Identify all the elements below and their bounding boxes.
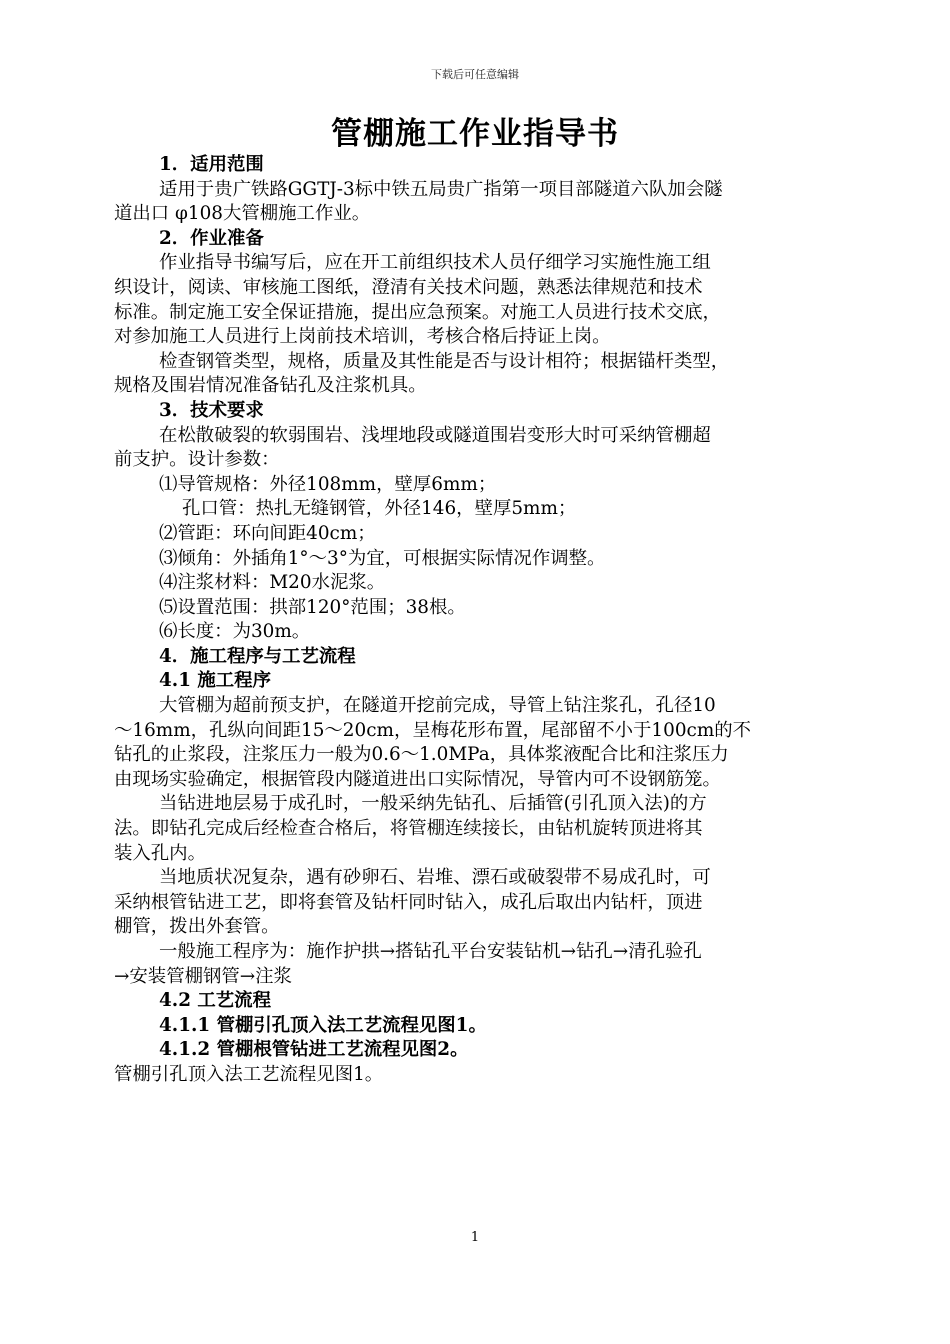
paragraph-line: 对参加施工人员进行上岗前技术培训，考核合格后持证上岗。 (114, 326, 611, 348)
section-heading: 4．施工程序与工艺流程 (159, 645, 356, 667)
paragraph-line: 一般施工程序为：施作护拱→搭钻孔平台安装钻机→钻孔→清孔验孔 (159, 941, 702, 962)
paragraph-line: ⑵管距：环向间距40cm； (159, 522, 376, 544)
paragraph-line: ～16mm，孔纵向间距15～20cm，呈梅花形布置，尾部留不小于100cm的不 (114, 719, 752, 741)
section-heading: 2．作业准备 (159, 227, 264, 249)
paragraph-line: 道出口 φ108大管棚施工作业。 (114, 203, 371, 225)
paragraph-line: 采纳根管钻进工艺，即将套管及钻杆同时钻入，成孔后取出内钻杆，顶进 (114, 891, 703, 913)
paragraph-line: 管棚引孔顶入法工艺流程见图1。 (114, 1063, 384, 1085)
paragraph-line: 孔口管：热扎无缝钢管，外径146，壁厚5mm； (182, 498, 577, 520)
paragraph-line: 作业指导书编写后，应在开工前组织技术人员仔细学习实施性施工组 (159, 252, 711, 274)
header-note: 下载后可任意编辑 (431, 68, 519, 81)
page-number: 1 (470, 1230, 480, 1245)
document-title: 管棚施工作业指导书 (331, 116, 619, 152)
paragraph-line: ⑴导管规格：外径108mm，壁厚6mm； (159, 473, 497, 495)
paragraph-line: 前支护。设计参数： (114, 449, 280, 471)
section-heading: 4.1.2 管棚根管钻进工艺流程见图2。 (159, 1039, 469, 1061)
paragraph-line: →安装管棚钢管→注浆 (114, 965, 292, 987)
paragraph-line: 当钻进地层易于成孔时，一般采纳先钻孔、后插管(引孔顶入法)的方 (159, 793, 707, 815)
paragraph-line: ⑸设置范围：拱部120°范围；38根。 (159, 596, 466, 618)
document-body (114, 153, 854, 1088)
paragraph-line: 标准。制定施工安全保证措施，提出应急预案。对施工人员进行技术交底， (114, 301, 721, 323)
paragraph-line: ⑷注浆材料：M20水泥浆。 (159, 572, 386, 594)
section-heading: 3．技术要求 (159, 399, 264, 421)
paragraph-line: 装入孔内。 (114, 842, 206, 864)
paragraph-line: 大管棚为超前预支护，在隧道开挖前完成，导管上钻注浆孔，孔径10 (159, 695, 716, 717)
paragraph-line: ⑹长度：为30m。 (159, 621, 311, 643)
paragraph-line: 法。即钻孔完成后经检查合格后，将管棚连续接长，由钻机旋转顶进将其 (114, 818, 703, 840)
section-heading: 4.1 施工程序 (159, 670, 271, 692)
section-heading: 4.2 工艺流程 (159, 990, 271, 1012)
section-heading: 1．适用范围 (159, 154, 264, 175)
section-heading: 4.1.1 管棚引孔顶入法工艺流程见图1。 (159, 1014, 487, 1036)
paragraph-line: 由现场实验确定，根据管段内隧道进出口实际情况，导管内可不设钢筋笼。 (114, 768, 721, 790)
paragraph-line: 检查钢管类型，规格，质量及其性能是否与设计相符；根据锚杆类型， (159, 350, 730, 372)
paragraph-line: 在松散破裂的软弱围岩、浅埋地段或隧道围岩变形大时可采纳管棚超 (159, 424, 711, 446)
paragraph-line: ⑶倾角：外插角1°～3°为宜，可根据实际情况作调整。 (159, 547, 606, 569)
paragraph-line: 当地质状况复杂，遇有砂卵石、岩堆、漂石或破裂带不易成孔时，可 (159, 867, 711, 889)
paragraph-line: 适用于贵广铁路GGTJ-3标中铁五局贵广指第一项目部隧道六队加会隧 (159, 178, 723, 200)
paragraph-line: 织设计，阅读、审核施工图纸，澄清有关技术问题，熟悉法律规范和技术 (114, 276, 703, 298)
paragraph-line: 棚管，拨出外套管。 (114, 916, 280, 938)
paragraph-line: 钻孔的止浆段，注浆压力一般为0.6～1.0MPa，具体浆液配合比和注浆压力 (114, 744, 729, 766)
paragraph-line: 规格及围岩情况准备钻孔及注浆机具。 (114, 375, 427, 397)
